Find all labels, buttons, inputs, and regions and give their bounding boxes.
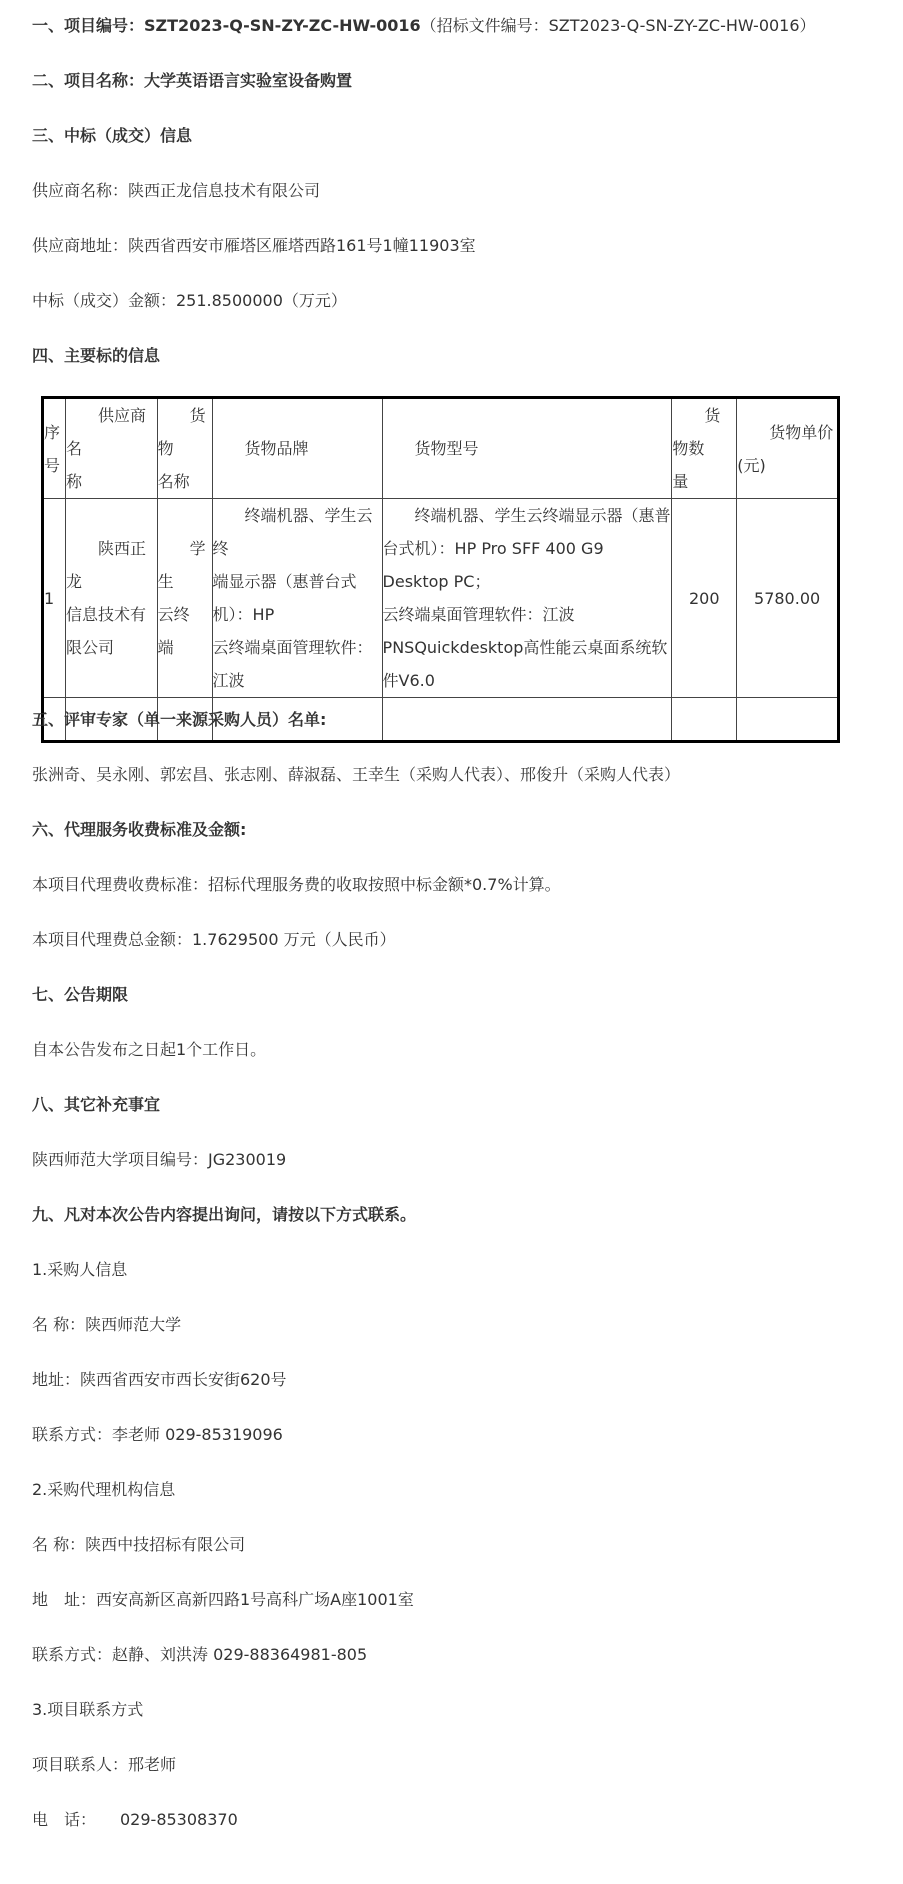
- project-name-label: 二、项目名称：: [32, 71, 145, 90]
- purchaser-title: 1.采购人信息: [32, 1260, 128, 1279]
- agency-fee-standard: 本项目代理费收费标准：招标代理服务费的收取按照中标金额*0.7%计算。: [32, 875, 561, 894]
- project-name-value: 大学英语语言实验室设备购置: [144, 71, 353, 90]
- cell-supplier: 陕西正龙 信息技术有 限公司: [65, 499, 157, 698]
- agency-contact: 联系方式：赵静、刘洪涛 029-88364981-805: [32, 1645, 368, 1664]
- supplier-name: 供应商名称：陕西正龙信息技术有限公司: [32, 181, 321, 200]
- purchaser-address: 地址：陕西省西安市西长安街620号: [32, 1370, 287, 1389]
- project-contact-person: 项目联系人：邢老师: [32, 1755, 177, 1774]
- header-model: 货物型号: [382, 398, 672, 499]
- agency-fee-total: 本项目代理费总金额：1.7629500 万元（人民币）: [32, 930, 396, 949]
- cell-model: 终端机器、学生云终端显示器（惠普 台式机）：HP Pro SFF 400 G9 Desktop PC； 云终端桌面管理软件：江波 PNSQuickdesktop高性能云桌面系统软 件V6.0: [382, 499, 672, 698]
- notice-period-text: 自本公告发布之日起1个工作日。: [32, 1040, 267, 1059]
- experts-names: 张洲奇、吴永刚、郭宏昌、张志刚、薛淑磊、王幸生（采购人代表）、邢俊升（采购人代表）: [32, 765, 681, 784]
- table-row: [43, 499, 839, 698]
- experts-heading: 五、评审专家（单一来源采购人员）名单:: [32, 710, 327, 729]
- award-amount: 中标（成交）金额：251.8500000（万元）: [32, 291, 347, 310]
- agency-fee-heading: 六、代理服务收费标准及金额:: [32, 820, 247, 839]
- items-heading: 四、主要标的信息: [32, 346, 161, 365]
- other-heading: 八、其它补充事宜: [32, 1095, 161, 1114]
- goods-table: [41, 396, 840, 743]
- agency-name: 名 称：陕西中技招标有限公司: [32, 1535, 246, 1554]
- cell-unit-price: 5780.00: [737, 499, 839, 698]
- purchaser-contact: 联系方式：李老师 029-85319096: [32, 1425, 283, 1444]
- project-number-value: SZT2023-Q-SN-ZY-ZC-HW-0016: [144, 16, 421, 35]
- purchaser-name: 名 称：陕西师范大学: [32, 1315, 182, 1334]
- header-quantity: 货物数 量: [672, 398, 737, 499]
- project-contact-title: 3.项目联系方式: [32, 1700, 144, 1719]
- header-brand: 货物品牌: [212, 398, 382, 499]
- award-heading: 三、中标（成交）信息: [32, 126, 193, 145]
- supplier-address: 供应商地址：陕西省西安市雁塔区雁塔西路161号1幢11903室: [32, 236, 476, 255]
- agency-title: 2.采购代理机构信息: [32, 1480, 176, 1499]
- project-number-label: 一、项目编号：: [32, 16, 145, 35]
- cell-goods-name: 学生 云终 端: [157, 499, 212, 698]
- header-unit-price: 货物单价 (元): [737, 398, 839, 499]
- header-no: 序 号: [43, 398, 66, 499]
- header-supplier: 供应商名 称: [65, 398, 157, 499]
- cell-brand: 终端机器、学生云终 端显示器（惠普台式 机）：HP 云终端桌面管理软件： 江波: [212, 499, 382, 698]
- table-header-row: [43, 398, 839, 499]
- project-contact-phone: 电 话： 029-85308370: [32, 1810, 238, 1829]
- header-goods-name: 货物 名称: [157, 398, 212, 499]
- notice-period-heading: 七、公告期限: [32, 985, 129, 1004]
- project-name: [32, 70, 352, 92]
- tender-file-number: （招标文件编号：SZT2023-Q-SN-ZY-ZC-HW-0016）: [420, 16, 816, 35]
- project-number: [32, 15, 816, 37]
- cell-quantity: 200: [672, 499, 737, 698]
- agency-address: 地 址：西安高新区高新四路1号高科广场A座1001室: [32, 1590, 414, 1609]
- contact-heading: 九、凡对本次公告内容提出询问，请按以下方式联系。: [32, 1205, 417, 1224]
- other-text: 陕西师范大学项目编号：JG230019: [32, 1150, 287, 1169]
- cell-no: 1: [43, 499, 66, 698]
